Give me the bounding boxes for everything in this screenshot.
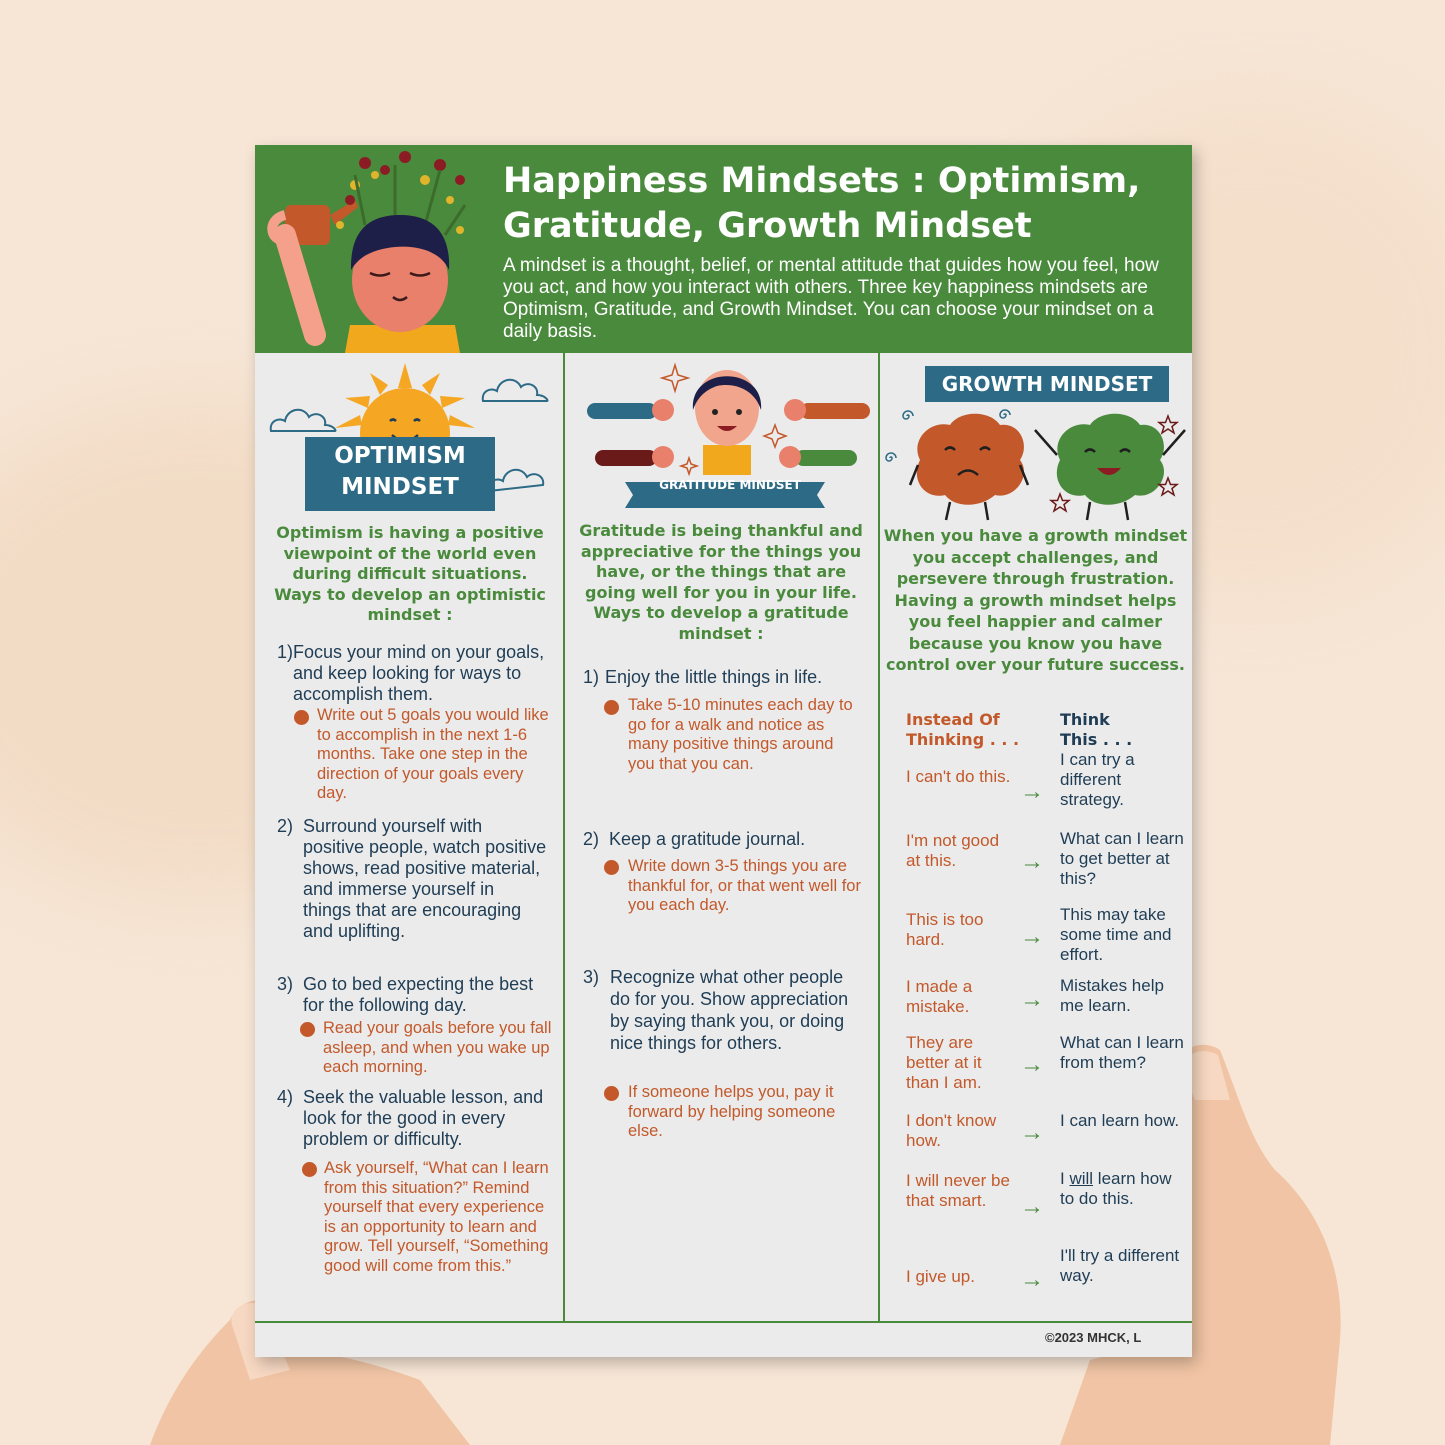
- page-title: Happiness Mindsets : Optimism, Gratitude, Growth Mindset: [503, 161, 1141, 246]
- gratitude-step-2: [583, 829, 868, 850]
- optimism-step-3: [277, 974, 547, 1016]
- sad-brain-icon: [910, 410, 1030, 510]
- instead-header: Instead Of Thinking . . .: [906, 710, 1020, 749]
- instead-statement: I don't know how.: [906, 1111, 997, 1150]
- think-statement: What can I learn from them?: [1060, 1033, 1184, 1072]
- arrow-icon: →: [1020, 778, 1044, 805]
- instead-statement: I will never be that smart.: [906, 1171, 1010, 1210]
- copyright: ©2023 MHCK, L: [1045, 1330, 1142, 1345]
- bullet-dot: [604, 860, 619, 875]
- optimism-tip-3: Read your goals before you fall asleep, and when you wake up each morning.: [323, 1019, 552, 1076]
- spiral-icon: [883, 450, 899, 466]
- gratitude-tip-1: Take 5-10 minutes each day to go for a walk and notice as many positive things around you that you can.: [628, 696, 853, 773]
- instead-statement: This is too hard.: [906, 910, 984, 949]
- step-text: Enjoy the little things in life.: [605, 667, 823, 687]
- think-statement: I can try a different strategy.: [1060, 750, 1135, 809]
- cloud-icon: [487, 463, 547, 493]
- gratitude-tip-3: If someone helps you, pay it forward by helping someone else.: [628, 1083, 836, 1140]
- think-statement: Mistakes help me learn.: [1060, 976, 1164, 1015]
- step-number: 1): [277, 642, 294, 662]
- think-suffix: learn how to do this.: [1060, 1169, 1172, 1208]
- column-divider: [878, 353, 880, 1321]
- cloud-icon: [269, 403, 339, 433]
- bullet-dot: [604, 700, 619, 715]
- optimism-summary: Optimism is having a positive viewpoint of the world even during difficult situations. Ways to develop an optimistic mindset :: [274, 523, 546, 624]
- step-number: 4): [277, 1087, 294, 1107]
- gratitude-step-3: [583, 966, 868, 1054]
- instead-statement: I give up.: [906, 1267, 975, 1286]
- step-text: Seek the valuable lesson, and look for the good in every problem or difficulty.: [303, 1087, 544, 1149]
- page-description: A mindset is a thought, belief, or mental attitude that guides how you feel, how you act, and how you interact with others. Three key happiness mindsets are Optimism, Gratitude, and Growth Mindset. You can choose your mindset on a daily basis.: [503, 255, 1159, 342]
- step-number: 2): [277, 816, 294, 836]
- bullet-dot: [302, 1162, 317, 1177]
- arrow-icon: →: [1020, 1266, 1044, 1293]
- arrow-icon: →: [1020, 848, 1044, 875]
- arrow-icon: →: [1020, 1051, 1044, 1078]
- think-underlined: will: [1069, 1169, 1094, 1188]
- cloud-icon: [481, 373, 551, 403]
- optimism-step-2: [277, 816, 547, 942]
- step-text: Focus your mind on your goals, and keep looking for ways to accomplish them.: [293, 642, 545, 704]
- optimism-badge: [305, 437, 495, 511]
- think-statement: What can I learn to get better at this?: [1060, 829, 1184, 888]
- footer-divider: [255, 1321, 1192, 1323]
- optimism-step-1: [277, 642, 547, 705]
- think-statement: This may take some time and effort.: [1060, 905, 1172, 964]
- bullet-dot: [300, 1022, 315, 1037]
- optimism-step-4: [277, 1087, 547, 1150]
- think-statement: I'll try a different way.: [1060, 1246, 1180, 1285]
- step-text: Recognize what other people do for you. Show appreciation by saying thank you, or doing nice things for others.: [610, 967, 849, 1053]
- star-icon: [1050, 493, 1070, 513]
- spiral-icon: [997, 407, 1013, 423]
- step-number: 1): [583, 667, 600, 687]
- arrow-icon: →: [1020, 1119, 1044, 1146]
- star-icon: [1158, 477, 1178, 497]
- gratitude-step-1: [583, 667, 868, 688]
- arrow-icon: →: [1020, 986, 1044, 1013]
- think-statement: [1060, 1169, 1185, 1209]
- think-header: Think This . . .: [1060, 710, 1133, 749]
- instead-statement: I can't do this.: [906, 767, 1011, 786]
- instead-statement: They are better at it than I am.: [906, 1033, 982, 1092]
- step-number: 3): [277, 974, 294, 994]
- think-prefix: I: [1060, 1169, 1070, 1188]
- optimism-badge-line1: OPTIMISM: [334, 443, 466, 469]
- gratitude-summary: Gratitude is being thankful and appreciative for the things you have, or the things that are going well for you in your life. Ways to develop a gratitude mindset :: [579, 521, 863, 643]
- optimism-tip-4: Ask yourself, “What can I learn from this situation?” Remind yourself that every experience is an opportunity to learn and grow. Tell yourself, “Something good will come from this.”: [324, 1159, 549, 1275]
- spiral-icon: [900, 408, 916, 424]
- instead-statement: I'm not good at this.: [906, 831, 1000, 870]
- star-icon: [1158, 415, 1178, 435]
- think-statement: I can learn how.: [1060, 1111, 1180, 1130]
- step-number: 3): [583, 967, 600, 987]
- arrow-icon: →: [1020, 1193, 1044, 1220]
- optimism-tip-1: Write out 5 goals you would like to accomplish in the next 1-6 months. Take one step in the direction of your goals every day.: [317, 706, 549, 802]
- bullet-dot: [294, 710, 309, 725]
- arrow-icon: →: [1020, 923, 1044, 950]
- column-divider: [563, 353, 565, 1321]
- step-text: Go to bed expecting the best for the following day.: [303, 974, 534, 1015]
- growth-summary: When you have a growth mindset you accept challenges, and persevere through frustration. Having a growth mindset helps you feel happier and calmer because you know you have control over your future success.: [883, 526, 1188, 674]
- worksheet: [255, 145, 1192, 1357]
- watering-boy-illustration: [255, 145, 495, 353]
- growth-badge: GROWTH MINDSET: [925, 366, 1169, 402]
- step-text: Surround yourself with positive people, watch positive shows, read positive material, and immerse yourself in things that are encouraging and uplifting.: [303, 816, 547, 941]
- step-text: Keep a gratitude journal.: [609, 829, 806, 849]
- gratitude-banner: GRATITUDE MINDSET: [659, 478, 801, 492]
- header-banner: [255, 145, 1192, 353]
- bullet-dot: [604, 1086, 619, 1101]
- optimism-badge-line2: MINDSET: [341, 474, 459, 500]
- step-number: 2): [583, 829, 600, 849]
- gratitude-tip-2: Write down 3-5 things you are thankful for, or that went well for you each day.: [628, 857, 861, 914]
- instead-statement: I made a mistake.: [906, 977, 973, 1016]
